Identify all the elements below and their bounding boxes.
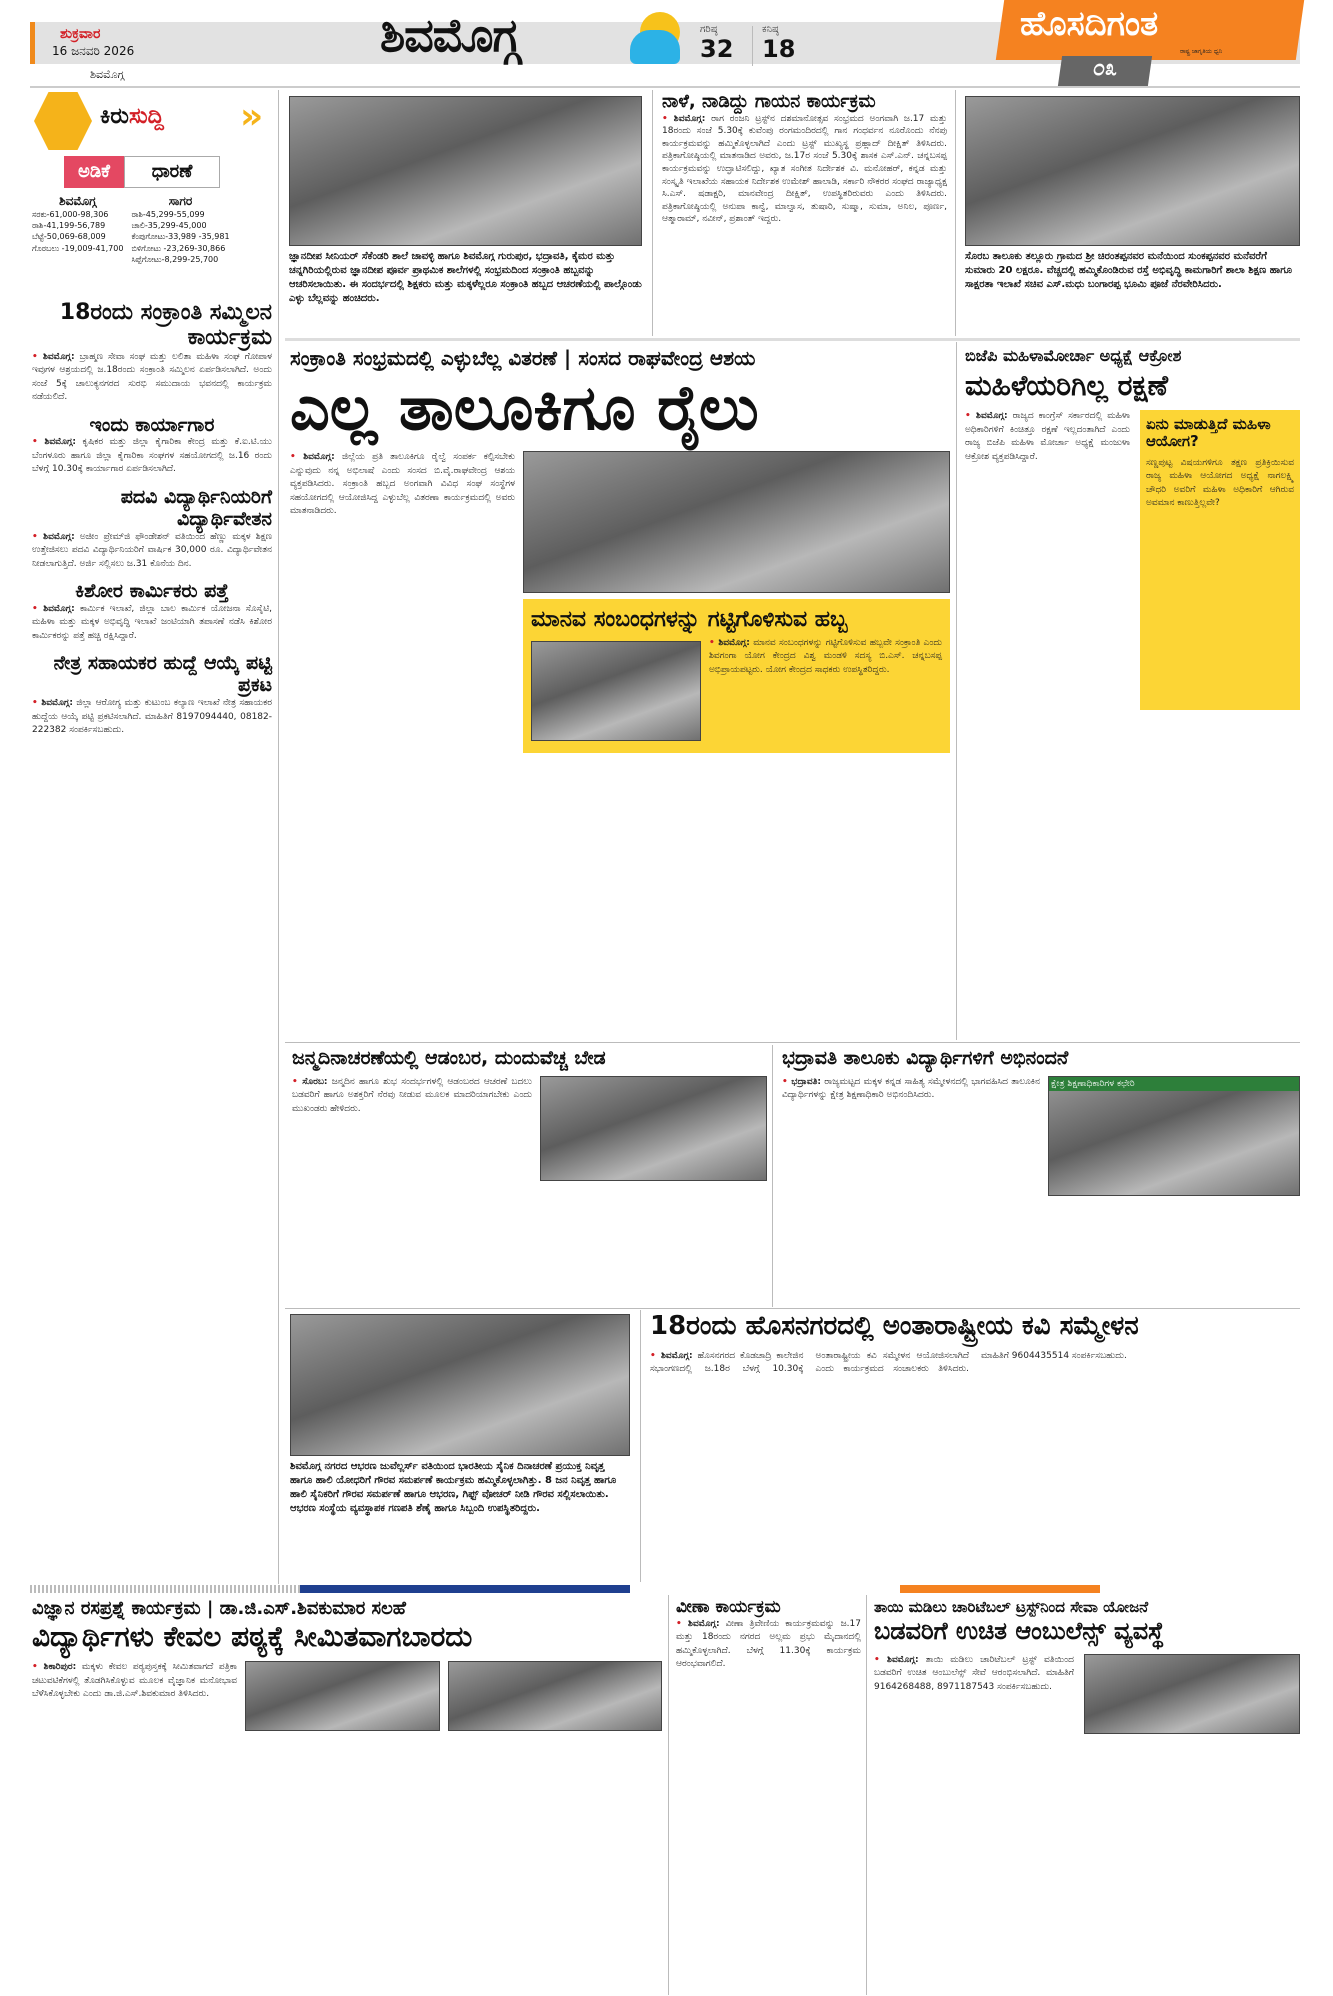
max-temp: ಗರಿಷ್ಠ 32 bbox=[700, 24, 734, 63]
weekday: ಶುಕ್ರವಾರ bbox=[60, 26, 101, 42]
birthday-story: ಜನ್ಮದಿನಾಚರಣೆಯಲ್ಲಿ ಆಡಂಬರ, ದುಂದುವೆಚ್ಚ ಬೇಡ • ಸೊರಬ: ಜನ್ಮದಿನ ಹಾಗೂ ಶುಭ ಸಂದರ್ಭಗಳಲ್ಲಿ ಆಡಂಬರದ ಆಚರಣೆ ಬದಲು ಬಡವರಿಗೆ ಹಾಗೂ ಅಶಕ್ತರಿಗೆ ನೆರವು ನೀಡುವ ಮೂಲಕ ಮಾದರಿಯಾಗಬೇಕು ಎಂದು ಮುಖಂಡರು ಹೇಳಿದರು. bbox=[292, 1048, 767, 1181]
photo-caption: ಶಿವಮೊಗ್ಗ ನಗರದ ಆಭರಣ ಜುವೆಲ್ಲರ್ಸ್ ವತಿಯಿಂದ ಭಾರತೀಯ ಸೈನಿಕ ದಿನಾಚರಣೆ ಪ್ರಯುಕ್ತ ನಿವೃತ್ತ ಹಾಗೂ ಹಾಲಿ ಯೋಧರಿಗೆ ಗೌರವ ಸಮರ್ಪಣೆ ಕಾರ್ಯಕ್ರಮ ಹಮ್ಮಿಕೊಳ್ಳಲಾಗಿತ್ತು. 8 ಜನ ನಿವೃತ್ತ ಹಾಗೂ ಹಾಲಿ ಸೈನಿಕರಿಗೆ ಗೌರವ ಸಮರ್ಪಣೆ ಹಾಗೂ ಆಭರಣ, ಗಿಫ್ಟ್ ವೋಚರ್ ನೀಡಿ ಗೌರವ ಸಲ್ಲಿಸಲಾಯಿತು. ಆಭರಣ ಸಂಸ್ಥೆಯ ವ್ಯವಸ್ಥಾಪಕ ಗಣಪತಿ ಶೆಣೈ ಹಾಗೂ ಸಿಬ್ಬಂದಿ ಉಪಸ್ಥಿತರಿದ್ದರು. bbox=[290, 1461, 617, 1514]
ambulance-story: ತಾಯಿ ಮಡಿಲು ಚಾರಿಟೆಬಲ್ ಟ್ರಸ್ಟ್‌ನಿಂದ ಸೇವಾ ಯೋಜನೆ ಬಡವರಿಗೆ ಉಚಿತ ಆಂಬುಲೆನ್ಸ್ ವ್ಯವಸ್ಥೆ • ಶಿವಮೊಗ್ಗ: ತಾಯಿ ಮಡಿಲು ಚಾರಿಟೆಬಲ್ ಟ್ರಸ್ಟ್ ವತಿಯಿಂದ ಬಡವರಿಗೆ ಉಚಿತ ಆಂಬುಲೆನ್ಸ್ ಸೇವೆ ಆರಂಭಿಸಲಾಗಿದೆ. ಮಾಹಿತಿಗೆ 9164268488, 8971187543 ಸಂಪರ್ಕಿಸಬಹುದು. bbox=[874, 1598, 1300, 1734]
right-story-body: • ಶಿವಮೊಗ್ಗ: ರಾಜ್ಯದ ಕಾಂಗ್ರೆಸ್ ಸರ್ಕಾರದಲ್ಲಿ ಮಹಿಳಾ ಅಧಿಕಾರಿಗಳಿಗೆ ಕಿಂಚಿತ್ತೂ ರಕ್ಷಣೆ ಇಲ್ಲದಂತಾಗಿದೆ ಎಂದು ರಾಜ್ಯ ಬಿಜೆಪಿ ಮಹಿಳಾ ಮೋರ್ಚಾ ಅಧ್ಯಕ್ಷೆ ಮಂಜುಳಾ ಆಕ್ರೋಶ ವ್ಯಕ್ತಪಡಿಸಿದ್ದಾರೆ. bbox=[965, 410, 1130, 464]
brief-2: ಇಂದು ಕಾರ್ಯಾಗಾರ • ಶಿವಮೊಗ್ಗ: ಕೃಷಿಕರ ಮತ್ತು ಜಿಲ್ಲಾ ಕೈಗಾರಿಕಾ ಕೇಂದ್ರ ಮತ್ತು ಕೆ.ಐ.ಟಿ.ಯು ಬೆಂಗಳೂರು ಹಾಗೂ ಜಿಲ್ಲಾ ಕೈಗಾರಿಕಾ ಸಂಘಗಳ ಸಹಯೋಗದಲ್ಲಿ ಜ.16 ರಂದು ಬೆಳಗ್ಗೆ 10.30ಕ್ಕೆ ಕಾರ್ಯಾಗಾರ ಏರ್ಪಡಿಸಲಾಗಿದೆ. bbox=[32, 415, 272, 477]
quiz-photo-1 bbox=[245, 1661, 440, 1731]
ambulance-photo bbox=[1084, 1654, 1300, 1734]
soldiers-block bbox=[290, 1314, 630, 1516]
pinch-hand-icon bbox=[34, 92, 92, 150]
date: 16 ಜನವರಿ 2026 bbox=[52, 44, 135, 58]
price-shivamogga: ಶಿವಮೊಗ್ಗ ಸರಕು-61,000-98,306 ರಾಶಿ-41,199-56,789 ಬೆಟ್ಟೆ-50,069-68,009 ಗೊರಬಲು -19,009-41,700 bbox=[32, 194, 124, 253]
gayana-article: ನಾಳೆ, ನಾಡಿದ್ದು ಗಾಯನ ಕಾರ್ಯಕ್ರಮ • ಶಿವಮೊಗ್ಗ: ರಾಗ ರಂಜನಿ ಟ್ರಸ್ಟ್‌ನ ದಶಮಾನೋತ್ಸವ ಸಂಭ್ರಮದ ಅಂಗವಾಗಿ ಜ.17 ಮತ್ತು 18ರಂದು ಸಂಜೆ 5.30ಕ್ಕೆ ಕುವೆಂಪು ರಂಗಮಂದಿರದಲ್ಲಿ ಗಾನ ಗಂಧರ್ವನ ನೂರೊಂದು ನೆನಪು ಕಾರ್ಯಕ್ರಮವನ್ನು ಹಮ್ಮಿಕೊಳ್ಳಲಾಗಿದೆ ಎಂದು ಟ್ರಸ್ಟ್ ಮುಖ್ಯಸ್ಥ ಪ್ರಹ್ಲಾದ್ ದೀಕ್ಷಿತ್ ತಿಳಿಸಿದರು. ಪತ್ರಿಕಾಗೋಷ್ಠಿಯಲ್ಲಿ ಮಾತನಾಡಿದ ಅವರು, ಜ.17ರ ಸಂಜೆ 5.30ಕ್ಕೆ ಶಾಸಕ ಎಸ್.ಎನ್. ಚನ್ನಬಸಪ್ಪ ಕಾರ್ಯಕ್ರಮವನ್ನು ಉದ್ಘಾಟಿಸಲಿದ್ದು, ಖ್ಯಾತ ಸಂಗೀತ ನಿರ್ದೇಶಕ ವಿ. ಮನೋಹರ್, ಕನ್ನಡ ಮತ್ತು ಸಂಸ್ಕೃತಿ ಇಲಾಖೆಯ ಸಹಾಯಕ ನಿರ್ದೇಶಕ ಉಮೇಶ್ ಹಾಲಾಡಿ, ಸರ್ಕಾರಿ ನೌಕರರ ಸಂಘದ ರಾಜ್ಯಾಧ್ಯಕ್ಷ ಸಿ.ಎಸ್. ಷಡಾಕ್ಷರಿ, ಮಾನವೇಂದ್ರ ದೀಕ್ಷಿತ್, ಉಪಸ್ಥಿತರಿರುವರು ಎಂದು ತಿಳಿಸಿದರು. ಪತ್ರಿಕಾಗೋಷ್ಠಿಯಲ್ಲಿ ಅನುಪಾ ಕಾನ್ವೆ, ಮಾಲ್ವಾಸ, ತುಷಾರಿ, ಸುಷ್ಮಾ, ಸುಮಾ, ಅನಿಲ, ಪೂರ್ಣ, ಆತ್ಮಾರಾಮ್, ನವೀನ್, ಪ್ರಶಾಂತ್ ಇದ್ದರು. bbox=[662, 92, 947, 226]
section-bar bbox=[300, 1585, 630, 1593]
lead-body: • ಶಿವಮೊಗ್ಗ: ಜಿಲ್ಲೆಯ ಪ್ರತಿ ತಾಲೂಕಿಗೂ ರೈಲ್ವೆ ಸಂಪರ್ಕ ಕಲ್ಪಿಸಬೇಕು ಎನ್ನುವುದು ನನ್ನ ಅಭಿಲಾಷೆ ಎಂದು ಸಂಸದ ಬಿ.ವೈ.ರಾಘವೇಂದ್ರ ಆಶಯ ವ್ಯಕ್ತಪಡಿಸಿದರು. ಸಂಕ್ರಾಂತಿ ಹಬ್ಬದ ಅಂಗವಾಗಿ ವಿವಿಧ ಸಂಘ ಸಂಸ್ಥೆಗಳ ಸಹಯೋಗದಲ್ಲಿ ಆಯೋಜಿಸಿದ್ದ ಎಳ್ಳುಬೆಲ್ಲ ವಿತರಣಾ ಕಾರ್ಯಕ್ರಮದಲ್ಲಿ ಅವರು ಮಾತನಾಡಿದರು. bbox=[290, 451, 515, 752]
chevron-icon: » bbox=[240, 96, 264, 137]
photo2-block bbox=[965, 96, 1300, 292]
photo-caption: ಸೊರಬ ತಾಲೂಕು ತಲ್ಲೂರು ಗ್ರಾಮದ ಶ್ರೀ ಚಿರಂತಪ್ಪನವರ ಮನೆಯಿಂದ ಸುಂಕಪ್ಪನವರ ಮನೆವರೆಗೆ ಸುಮಾರು 20 ಲಕ್ಷರೂ. ವೆಚ್ಚದಲ್ಲಿ ಹಮ್ಮಿಕೊಂಡಿರುವ ರಸ್ತೆ ಅಭಿವೃದ್ಧಿ ಕಾಮಗಾರಿಗೆ ಶಾಲಾ ಶಿಕ್ಷಣ ಹಾಗೂ ಸಾಕ್ಷರತಾ ಇಲಾಖೆ ಸಚಿವ ಎಸ್.ಮಧು ಬಂಗಾರಪ್ಪ ಭೂಮಿ ಪೂಜೆ ನೆರವೇರಿಸಿದರು. bbox=[965, 251, 1292, 290]
photo-caption: ಜ್ಞಾನದೀಪ ಸೀನಿಯರ್ ಸೆಕೆಂಡರಿ ಶಾಲೆ ಜಾವಳ್ಳಿ ಹಾಗೂ ಶಿವಮೊಗ್ಗ ಗುರುಪುರ, ಭದ್ರಾವತಿ, ಕೈಮರ ಮತ್ತು ಚನ್ನಗಿರಿಯಲ್ಲಿರುವ ಜ್ಞಾನದೀಪ ಪೂರ್ವ ಪ್ರಾಥಮಿಕ ಶಾಲೆಗಳಲ್ಲಿ ಸಂಭ್ರಮದಿಂದ ಸಂಕ್ರಾಂತಿ ಹಬ್ಬವನ್ನು ಆಚರಿಸಲಾಯಿತು. ಈ ಸಂದರ್ಭದಲ್ಲಿ ಶಿಕ್ಷಕರು ಮತ್ತು ಮಕ್ಕಳೆಲ್ಲರೂ ಸಂಕ್ರಾಂತಿ ಹಬ್ಬದ ಆಚರಣೆಯಲ್ಲಿ ಪಾಲ್ಗೊಂಡು ಎಳ್ಳು ಬೆಲ್ಲವನ್ನು ಹಂಚಿದರು. bbox=[289, 251, 642, 304]
poet-meet-story: 18ರಂದು ಹೊಸನಗರದಲ್ಲಿ ಅಂತಾರಾಷ್ಟ್ರೀಯ ಕವಿ ಸಮ್ಮೇಳನ • ಶಿವಮೊಗ್ಗ: ಹೊಸನಗರದ ಕೊಡಚಾದ್ರಿ ಕಾಲೇಜಿನ ಸಭಾಂಗಣದಲ್ಲಿ ಜ.18ರ ಬೆಳಗ್ಗೆ 10.30ಕ್ಕೆ ಅಂತಾರಾಷ್ಟ್ರೀಯ ಕವಿ ಸಮ್ಮೇಳನ ಆಯೋಜಿಸಲಾಗಿದೆ ಎಂದು ಕಾರ್ಯಕ್ರಮದ ಸಂಚಾಲಕರು ತಿಳಿಸಿದರು. ಮಾಹಿತಿಗೆ 9604435514 ಸಂಪರ್ಕಿಸಬಹುದು. bbox=[650, 1312, 1300, 1377]
bhadravati-story: ಭದ್ರಾವತಿ ತಾಲೂಕು ವಿದ್ಯಾರ್ಥಿಗಳಿಗೆ ಅಭಿನಂದನೆ • ಭದ್ರಾವತಿ: ರಾಜ್ಯಮಟ್ಟದ ಮಕ್ಕಳ ಕನ್ನಡ ಸಾಹಿತ್ಯ ಸಮ್ಮೇಳನದಲ್ಲಿ ಭಾಗವಹಿಸಿದ ತಾಲೂಕಿನ ವಿದ್ಯಾರ್ಥಿಗಳನ್ನು ಕ್ಷೇತ್ರ ಶಿಕ್ಷಣಾಧಿಕಾರಿ ಅಭಿನಂದಿಸಿದರು. ಕ್ಷೇತ್ರ ಶಿಕ್ಷಣಾಧಿಕಾರಿಗಳ ಕಛೇರಿ bbox=[782, 1048, 1300, 1196]
section-bar-orange bbox=[900, 1585, 1100, 1593]
yoga-group-photo bbox=[531, 641, 701, 741]
cloud-icon bbox=[630, 30, 680, 64]
science-quiz-story: ವಿಜ್ಞಾನ ರಸಪ್ರಶ್ನೆ ಕಾರ್ಯಕ್ರಮ | ಡಾ.ಜಿ.ಎಸ್.ಶಿವಕುಮಾರ ಸಲಹೆ ವಿದ್ಯಾರ್ಥಿಗಳು ಕೇವಲ ಪಠ್ಯಕ್ಕೆ ಸೀಮಿತವಾಗಬಾರದು • ಶಿಕಾರಿಪುರ: ಮಕ್ಕಳು ಕೇವಲ ಪಠ್ಯಪುಸ್ತಕಕ್ಕೆ ಸೀಮಿತವಾಗದೆ ಪತ್ರಿಕಾ ಚಟುವಟಿಕೆಗಳಲ್ಲಿ ತೊಡಗಿಸಿಕೊಳ್ಳುವ ಮೂಲಕ ವೈಜ್ಞಾನಿಕ ಮನೋಭಾವ ಬೆಳೆಸಿಕೊಳ್ಳಬೇಕು ಎಂದು ಡಾ.ಜಿ.ಎಸ್.ಶಿವಕುಮಾರ ತಿಳಿಸಿದರು. bbox=[32, 1598, 662, 1731]
sidebar-box: ಏನು ಮಾಡುತ್ತಿದೆ ಮಹಿಳಾ ಆಯೋಗ? ಸಣ್ಣಪುಟ್ಟ ವಿಷಯಗಳಿಗೂ ತಕ್ಷಣ ಪ್ರತಿಕ್ರಿಯಿಸುವ ರಾಜ್ಯ ಮಹಿಳಾ ಆಯೋಗದ ಅಧ್ಯಕ್ಷೆ ನಾಗಲಕ್ಷ್ಮಿ ಚೌಧರಿ ಅವರಿಗೆ ಮಹಿಳಾ ಅಧಿಕಾರಿಗೆ ಆಗಿರುವ ಅವಮಾನ ಕಾಣುತ್ತಿಲ್ಲವೇ? bbox=[1140, 410, 1300, 710]
soldiers-day-photo bbox=[290, 1314, 630, 1456]
ellu-bella-photo bbox=[523, 451, 950, 593]
header-rule bbox=[30, 86, 1300, 88]
lead-headline: ಎಲ್ಲ ತಾಲೂಕಿಗೂ ರೈಲು bbox=[290, 371, 759, 444]
right-story: ಬಿಜೆಪಿ ಮಹಿಳಾಮೋರ್ಚಾ ಅಧ್ಯಕ್ಷೆ ಆಕ್ರೋಶ ಮಹಿಳೆಯರಿಗಿಲ್ಲ ರಕ್ಷಣೆ • ಶಿವಮೊಗ್ಗ: ರಾಜ್ಯದ ಕಾಂಗ್ರೆಸ್ ಸರ್ಕಾರದಲ್ಲಿ ಮಹಿಳಾ ಅಧಿಕಾರಿಗಳಿಗೆ ಕಿಂಚಿತ್ತೂ ರಕ್ಷಣೆ ಇಲ್ಲದಂತಾಗಿದೆ ಎಂದು ರಾಜ್ಯ ಬಿಜೆಪಿ ಮಹಿಳಾ ಮೋರ್ಚಾ ಅಧ್ಯಕ್ಷೆ ಮಂಜುಳಾ ಆಕ್ರೋಶ ವ್ಯಕ್ತಪಡಿಸಿದ್ದಾರೆ. ಏನು ಮಾಡುತ್ತಿದೆ ಮಹಿಳಾ ಆಯೋಗ? ಸಣ್ಣಪುಟ್ಟ ವಿಷಯಗಳಿಗೂ ತಕ್ಷಣ ಪ್ರತಿಕ್ರಿಯಿಸುವ ರಾಜ್ಯ ಮಹಿಳಾ ಆಯೋಗದ ಅಧ್ಯಕ್ಷೆ ನಾಗಲಕ್ಷ್ಮಿ ಚೌಧರಿ ಅವರಿಗೆ ಮಹಿಳಾ ಅಧಿಕಾರಿಗೆ ಆಗಿರುವ ಅವಮಾನ ಕಾಣುತ್ತಿಲ್ಲವೇ? bbox=[965, 346, 1300, 710]
bhoomi-pooja-photo bbox=[965, 96, 1300, 246]
section-masthead: ಶಿವಮೊಗ್ಗ bbox=[380, 8, 519, 62]
quiz-photo-2 bbox=[448, 1661, 662, 1731]
lead-kicker: ಸಂಕ್ರಾಂತಿ ಸಂಭ್ರಮದಲ್ಲಿ ಎಳ್ಳುಬೆಲ್ಲ ವಿತರಣೆ | ಸಂಸದ ರಾಘವೇಂದ್ರ ಆಶಯ bbox=[290, 346, 756, 370]
paper-logo: ಹೊಸದಿಗಂತ bbox=[1020, 4, 1159, 44]
min-temp: ಕನಿಷ್ಠ 18 bbox=[762, 24, 796, 63]
brief-4: ಕಿಶೋರ ಕಾರ್ಮಿಕರು ಪತ್ತೆ • ಶಿವಮೊಗ್ಗ: ಕಾರ್ಮಿಕ ಇಲಾಖೆ, ಜಿಲ್ಲಾ ಬಾಲ ಕಾರ್ಮಿಕ ಯೋಜನಾ ಸೊಸೈಟಿ, ಮಹಿಳಾ ಮತ್ತು ಮಕ್ಕಳ ಅಭಿವೃದ್ಧಿ ಇಲಾಖೆ ಜಂಟಿಯಾಗಿ ತಪಾಸಣೆ ನಡೆಸಿ ಕಿಶೋರ ಕಾರ್ಮಿಕರನ್ನು ಪತ್ತೆ ಹಚ್ಚಿ ರಕ್ಷಿಸಿದ್ದಾರೆ. bbox=[32, 581, 272, 643]
kirusuddi-title: ಕಿರುಸುದ್ದಿ bbox=[100, 104, 164, 129]
brief-5: ನೇತ್ರ ಸಹಾಯಕರ ಹುದ್ದೆ ಆಯ್ಕೆ ಪಟ್ಟಿ ಪ್ರಕಟ • ಶಿವಮೊಗ್ಗ: ಜಿಲ್ಲಾ ಆರೋಗ್ಯ ಮತ್ತು ಕುಟುಂಬ ಕಲ್ಯಾಣ ಇಲಾಖೆ ನೇತ್ರ ಸಹಾಯಕರ ಹುದ್ದೆಯ ಆಯ್ಕೆ ಪಟ್ಟಿ ಪ್ರಕಟಿಸಲಾಗಿದೆ. ಮಾಹಿತಿಗೆ 8197094440, 08182-222382 ಸಂಪರ್ಕಿಸಬಹುದು. bbox=[32, 653, 272, 737]
birthday-photo bbox=[540, 1076, 767, 1181]
veena-story: ವೀಣಾ ಕಾರ್ಯಕ್ರಮ • ಶಿವಮೊಗ್ಗ: ವೀಣಾ ತ್ರಿವೇಣಿಯ ಕಾರ್ಯಕ್ರಮವನ್ನು ಜ.17 ಮತ್ತು 18ರಂದು ನಗರದ ಅಲ್ಲಮ ಪ್ರಭು ಮೈದಾನದಲ್ಲಿ ಹಮ್ಮಿಕೊಳ್ಳಲಾಗಿದೆ. ಬೆಳಗ್ಗೆ 11.30ಕ್ಕೆ ಕಾರ್ಯಕ್ರಮ ಆರಂಭವಾಗಲಿದೆ. bbox=[676, 1598, 861, 1672]
edition-city: ಶಿವಮೊಗ್ಗ bbox=[90, 68, 125, 81]
page-number: ೦೩ bbox=[1058, 56, 1152, 86]
adike-label: ಅಡಿಕೆ bbox=[64, 156, 124, 188]
sub-story-box: ಮಾನವ ಸಂಬಂಧಗಳನ್ನು ಗಟ್ಟಿಗೊಳಿಸುವ ಹಬ್ಬ • ಶಿವಮೊಗ್ಗ: ಮಾನವ ಸಂಬಂಧಗಳನ್ನು ಗಟ್ಟಿಗೊಳಿಸುವ ಹಬ್ಬವೇ ಸಂಕ್ರಾಂತಿ ಎಂದು ಶಿವಗಂಗಾ ಯೋಗ ಕೇಂದ್ರದ ವಿಶ್ವ ಮಂಡಳಿ ಸದಸ್ಯ ಬಿ.ಎಸ್. ಚನ್ನಬಸಪ್ಪ ಅಭಿಪ್ರಾಯಪಟ್ಟರು. ಯೋಗ ಕೇಂದ್ರದ ಸಾಧಕರು ಉಪಸ್ಥಿತರಿದ್ದರು. bbox=[523, 599, 950, 752]
brief-3: ಪದವಿ ವಿದ್ಯಾರ್ಥಿನಿಯರಿಗೆ ವಿದ್ಯಾರ್ಥಿವೇತನ • ಶಿವಮೊಗ್ಗ: ಅಜೀಂ ಪ್ರೇಮ್‌ಜಿ ಫೌಂಡೇಶನ್ ವತಿಯಿಂದ ಹೆಣ್ಣು ಮಕ್ಕಳ ಶಿಕ್ಷಣ ಉತ್ತೇಜಿಸಲು ಪದವಿ ವಿದ್ಯಾರ್ಥಿನಿಯರಿಗೆ ವಾರ್ಷಿಕ 30,000 ರೂ. ವಿದ್ಯಾರ್ಥಿವೇತನ ನೀಡಲಾಗುತ್ತಿದೆ. ಅರ್ಜಿ ಸಲ್ಲಿಸಲು ಜ.31 ಕೊನೆಯ ದಿನ. bbox=[32, 487, 272, 571]
price-sagara: ಸಾಗರ ರಾಶಿ-45,299-55,099 ಚಾಲಿ-35,299-45,000 ಕೆಂಪುಗೋಟು-33,989 -35,981 ಬಿಳಿಗೋಟು -23,269-30,866 ಸಿಪ್ಪೆಗೋಟು-8,299-25,700 bbox=[131, 194, 230, 264]
dharane-label: ಧಾರಣೆ bbox=[124, 156, 220, 188]
photo1-block bbox=[289, 96, 642, 306]
lead-story bbox=[290, 346, 950, 1038]
students-photo: ಕ್ಷೇತ್ರ ಶಿಕ್ಷಣಾಧಿಕಾರಿಗಳ ಕಛೇರಿ bbox=[1048, 1076, 1300, 1196]
left-column bbox=[32, 300, 272, 738]
price-table bbox=[32, 194, 272, 265]
brief-1: 18ರಂದು ಸಂಕ್ರಾಂತಿ ಸಮ್ಮಿಲನ ಕಾರ್ಯಕ್ರಮ • ಶಿವಮೊಗ್ಗ: ಬ್ರಾಹ್ಮಣ ಸೇವಾ ಸಂಘ ಮತ್ತು ಲಲಿತಾ ಮಹಿಳಾ ಸಂಘ ಗೋಪಾಳ ಇವುಗಳ ಆಶ್ರಯದಲ್ಲಿ ಜ.18ರಂದು ಸಂಕ್ರಾಂತಿ ಸಮ್ಮಿಲನ ಏರ್ಪಡಿಸಲಾಗಿದೆ. ಅಂದು ಸಂಜೆ 5ಕ್ಕೆ ಚಾಲುಕ್ಯನಗರದ ಸುರಭಿ ಸಮುದಾಯ ಭವನದಲ್ಲಿ ಕಾರ್ಯಕ್ರಮ ನಡೆಯಲಿದೆ. bbox=[32, 300, 272, 405]
paper-tagline: ರಾಷ್ಟ್ರ ಜಾಗೃತಿಯ ಧ್ವನಿ bbox=[1180, 48, 1223, 55]
school-sankranti-photo bbox=[289, 96, 642, 246]
